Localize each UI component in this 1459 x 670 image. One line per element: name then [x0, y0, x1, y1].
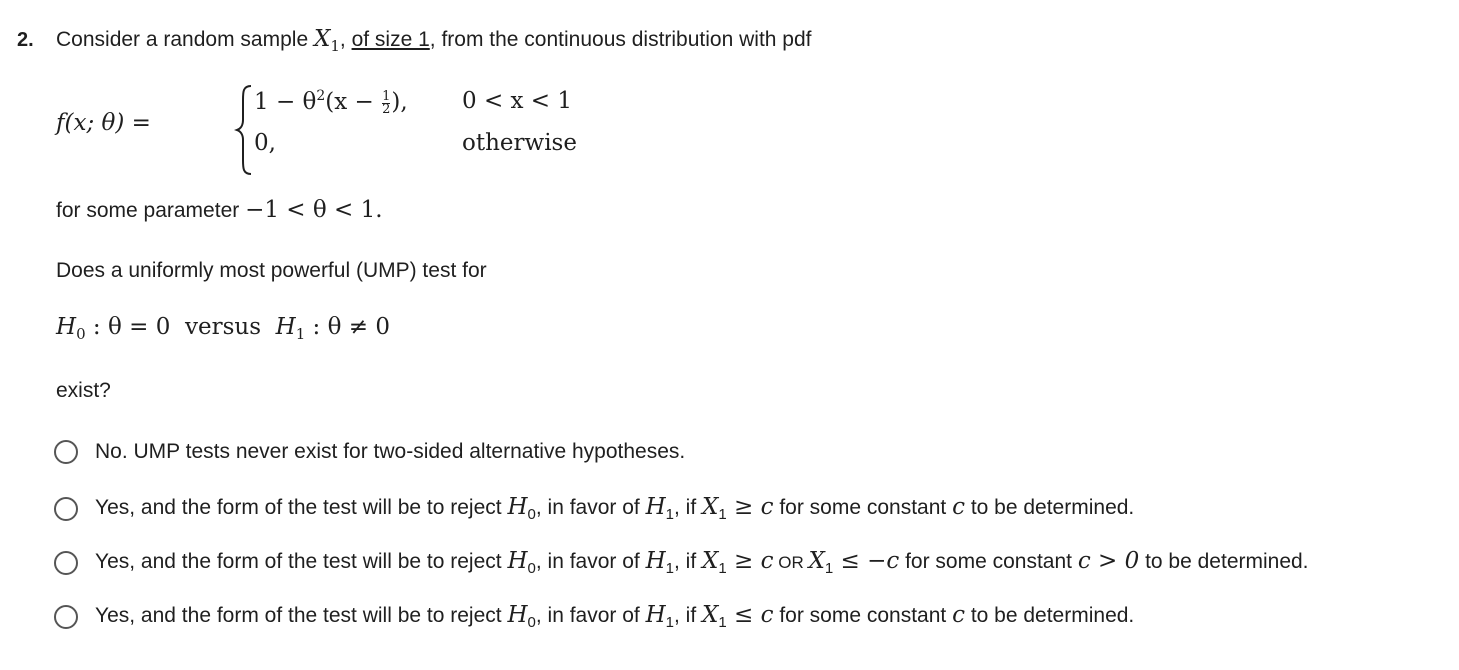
radio-button[interactable] [54, 497, 78, 521]
left-brace-icon [234, 84, 254, 176]
ump-question: Does a uniformly most powerful (UMP) test for [56, 259, 487, 282]
option-label: Yes, and the form of the test will be to reject $H_0$, in favor of $H_1$, if $X_1 \ge c$ OR $X_1 \le -c$ for some constant c > 0 to be determined. [95, 548, 1309, 577]
radio-button[interactable] [54, 605, 78, 629]
pdf-lhs: f(x; θ) = [56, 110, 151, 136]
option-label: No. UMP tests never exist for two-sided alternative hypotheses. [95, 440, 686, 463]
answer-option-2[interactable] [54, 494, 1134, 523]
pdf-case1-domain: 0 < x < 1 [462, 88, 573, 114]
radio-button[interactable] [54, 440, 78, 464]
question-number: 2. [17, 29, 34, 51]
hypotheses: $H_0$ : θ = 0 versus $H_1$ : θ ≠ 0 [56, 314, 390, 343]
pdf-definition [56, 80, 576, 180]
option-label: Yes, and the form of the test will be to reject $H_0$, in favor of $H_1$, if $X_1 \ge c$ for some constant c to be determined. [95, 494, 1135, 523]
parameter-line: for some parameter −1 < θ < 1. [56, 197, 383, 223]
answer-option-1[interactable] [54, 440, 685, 464]
exist-text: exist? [56, 379, 111, 402]
stem-comma: , [339, 28, 352, 51]
pdf-case2-expr: 0, [254, 130, 276, 156]
stem-text: Consider a random sample [56, 28, 314, 51]
stem-text-2: , from the continuous distribution with pdf [429, 28, 812, 51]
pdf-case1-expr: $1 - \theta^2(x$ − $\frac{1}{2}$ ), [254, 88, 408, 117]
stem-variable: $X_1$ [313, 26, 340, 55]
answer-option-4[interactable] [54, 602, 1134, 631]
option-label: Yes, and the form of the test will be to reject $H_0$, in favor of $H_1$, if $X_1 \le c$ for some constant c to be determined. [95, 602, 1135, 631]
stem-underlined: of size 1 [351, 28, 430, 51]
answer-option-3[interactable] [54, 548, 1309, 577]
question-stem [56, 26, 811, 55]
radio-button[interactable] [54, 551, 78, 575]
pdf-case2-domain: otherwise [462, 130, 577, 156]
parameter-range: −1 < θ < 1. [245, 197, 383, 223]
